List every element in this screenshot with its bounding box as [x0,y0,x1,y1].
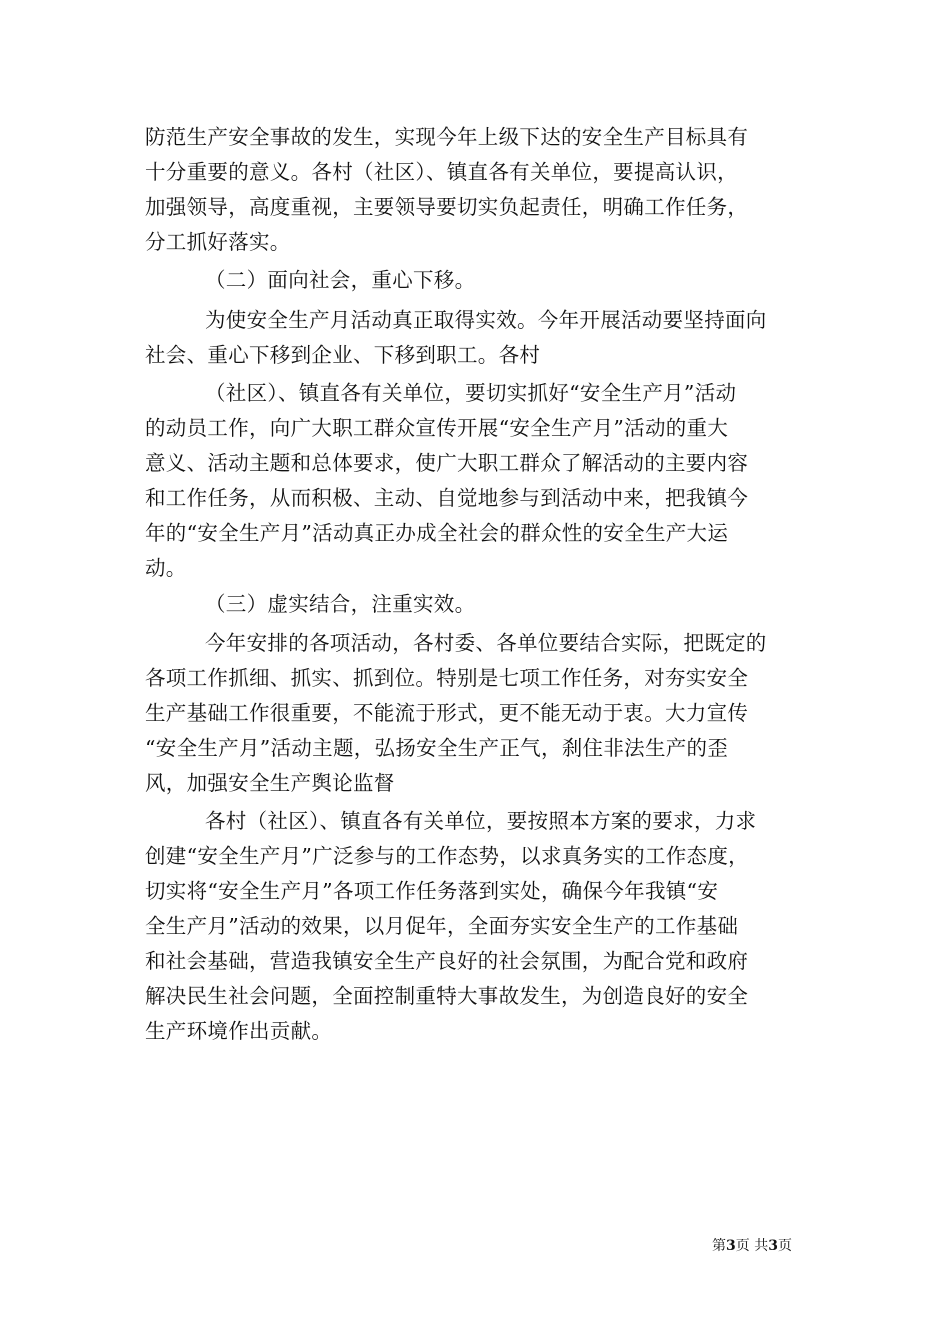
body-line: 年的“安全生产月”活动真正办成全社会的群众性的安全生产大运 [145,521,729,545]
footer-middle: 页 共 [735,1238,769,1254]
body-line: 生产基础工作很重要，不能流于形式，更不能无动于衷。大力宣传 [145,701,749,725]
page-footer [712,1237,792,1255]
body-line: 生产环境作出贡献。 [145,1019,333,1043]
body-line: 动。 [145,556,187,580]
body-line: 切实将“安全生产月”各项工作任务落到实处，确保今年我镇“安 [145,879,719,903]
body-line: 为使安全生产月活动真正取得实效。今年开展活动要坚持面向 [205,308,767,332]
body-line: 和社会基础，营造我镇安全生产良好的社会氛围，为配合党和政府 [145,949,749,973]
body-line: 解决民生社会问题，全面控制重特大事故发生，为创造良好的安全 [145,984,749,1008]
footer-prefix: 第 [712,1238,726,1254]
body-line: 分工抓好落实。 [145,230,291,254]
body-line: 今年安排的各项活动，各村委、各单位要结合实际，把既定的 [205,631,767,655]
current-page-number: 3 [726,1238,736,1254]
body-line: 意义、活动主题和总体要求，使广大职工群众了解活动的主要内容 [145,451,749,475]
body-line: 全生产月”活动的效果，以月促年，全面夯实安全生产的工作基础 [145,914,739,938]
body-line: 创建“安全生产月”广泛参与的工作态势，以求真务实的工作态度， [145,844,749,868]
body-line: “安全生产月”活动主题，弘扬安全生产正气，刹住非法生产的歪 [145,736,729,760]
footer-suffix: 页 [777,1238,792,1254]
body-line: 各项工作抓细、抓实、抓到位。特别是七项工作任务，对夯实安全 [145,666,749,690]
body-line: 和工作任务，从而积极、主动、自觉地参与到活动中来，把我镇今 [145,486,749,510]
body-line: 防范生产安全事故的发生，实现今年上级下达的安全生产目标具有 [145,125,749,149]
body-line: 加强领导，高度重视，主要领导要切实负起责任，明确工作任务， [145,195,749,219]
section-heading-2: （二）面向社会，重心下移。 [205,268,476,292]
body-line: 风，加强安全生产舆论监督 [145,771,395,795]
body-line: 的动员工作，向广大职工群众宣传开展“安全生产月”活动的重大 [145,416,729,440]
body-line: 各村（社区）、镇直各有关单位，要按照本方案的要求，力求 [205,809,757,833]
body-line: 十分重要的意义。各村（社区）、镇直各有关单位，要提高认识， [145,160,738,184]
total-page-number: 3 [768,1238,778,1254]
body-line: 社会、重心下移到企业、下移到职工。各村 [145,343,541,367]
body-line: （社区）、镇直各有关单位，要切实抓好“安全生产月”活动 [205,381,737,405]
section-heading-3: （三）虚实结合，注重实效。 [205,592,476,616]
